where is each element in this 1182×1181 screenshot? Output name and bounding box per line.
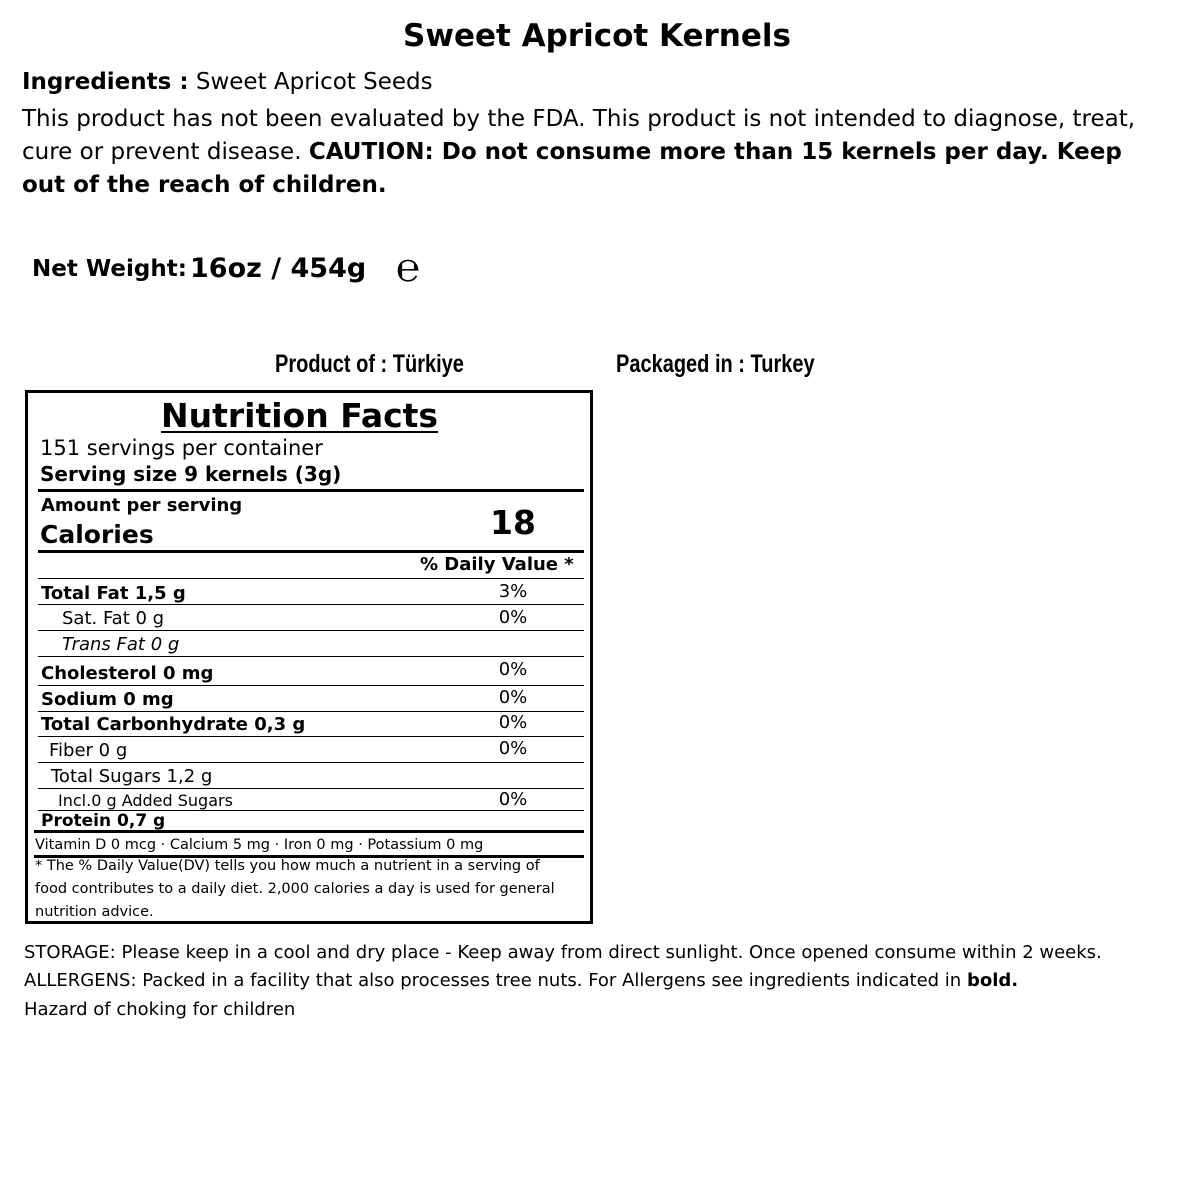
ingredients-line bbox=[22, 69, 433, 95]
servings-per-container: 151 servings per container bbox=[40, 436, 323, 460]
nutrition-facts-title: Nutrition Facts bbox=[161, 396, 439, 435]
nutrient-row-label: Sodium 0 mg bbox=[41, 689, 174, 710]
caution-text: CAUTION: Do not consume more than 15 kernels per day. Keep out of the reach of children. bbox=[22, 139, 1122, 198]
divider bbox=[38, 736, 584, 737]
net-weight-value: 16oz / 454g bbox=[190, 253, 367, 284]
divider bbox=[34, 830, 584, 833]
nutrient-row-label: Fiber 0 g bbox=[49, 740, 128, 761]
divider bbox=[38, 489, 584, 492]
divider bbox=[38, 762, 584, 763]
vitamins-minerals: Vitamin D 0 mcg · Calcium 5 mg · Iron 0 mg · Potassium 0 mg bbox=[35, 837, 484, 853]
daily-value-header: % Daily Value * bbox=[420, 554, 574, 575]
nutrient-row-dv: 0% bbox=[498, 789, 528, 810]
footnote-line: food contributes to a daily diet. 2,000 calories a day is used for general bbox=[35, 881, 555, 897]
allergens-text bbox=[24, 970, 1018, 991]
nutrient-row-label: Total Sugars 1,2 g bbox=[51, 766, 213, 787]
divider bbox=[38, 630, 584, 631]
footnote-line: * The % Daily Value(DV) tells you how much a nutrient in a serving of bbox=[35, 858, 540, 874]
nutrient-row-dv: 0% bbox=[498, 687, 528, 708]
calories-label: Calories bbox=[40, 520, 154, 549]
nutrient-row-dv: 0% bbox=[498, 607, 528, 628]
packaged-in: Packaged in : Turkey bbox=[616, 350, 815, 378]
nutrient-row-label: Total Carbonhydrate 0,3 g bbox=[41, 714, 306, 735]
hazard-text: Hazard of choking for children bbox=[24, 999, 296, 1020]
nutrient-row-dv: 3% bbox=[498, 581, 528, 602]
divider bbox=[38, 685, 584, 686]
allergens-bold: bold. bbox=[966, 970, 1019, 991]
storage-text: STORAGE: Please keep in a cool and dry place - Keep away from direct sunlight. Once opened consume within 2 weeks. bbox=[24, 942, 1102, 963]
nutrient-row-dv: 0% bbox=[498, 738, 528, 759]
nutrient-row-label: Trans Fat 0 g bbox=[62, 634, 180, 655]
nutrient-row-dv: 0% bbox=[498, 659, 528, 680]
disclaimer-text: This product has not been evaluated by the FDA. This product is not intended to diagnose, treat, cure or prevent disease. bbox=[22, 106, 1136, 165]
net-weight-label: Net Weight: bbox=[32, 256, 187, 282]
product-title: Sweet Apricot Kernels bbox=[403, 18, 791, 54]
nutrient-row-dv: 0% bbox=[498, 712, 528, 733]
allergens-body: ALLERGENS: Packed in a facility that also processes tree nuts. For Allergens see ingredients indicated in bbox=[24, 970, 967, 991]
product-of: Product of : Türkiye bbox=[275, 350, 464, 378]
nutrition-facts-panel bbox=[25, 390, 593, 924]
fda-disclaimer bbox=[22, 103, 1162, 202]
footnote-line: nutrition advice. bbox=[35, 904, 154, 920]
nutrient-row-label: Incl.0 g Added Sugars bbox=[58, 791, 233, 810]
estimated-sign-icon: ℮ bbox=[396, 245, 421, 291]
nutrient-row-label: Protein 0,7 g bbox=[41, 811, 166, 831]
nutrient-row-label: Total Fat 1,5 g bbox=[41, 583, 186, 604]
ingredients-value: Sweet Apricot Seeds bbox=[188, 69, 433, 95]
nutrient-row-label: Sat. Fat 0 g bbox=[62, 608, 165, 629]
amount-per-serving: Amount per serving bbox=[41, 495, 243, 516]
calories-value: 18 bbox=[490, 503, 536, 542]
divider bbox=[38, 578, 584, 579]
nutrient-row-label: Cholesterol 0 mg bbox=[41, 663, 214, 684]
divider bbox=[38, 604, 584, 605]
ingredients-label: Ingredients : bbox=[22, 69, 189, 95]
serving-size: Serving size 9 kernels (3g) bbox=[40, 462, 342, 486]
divider bbox=[38, 550, 584, 553]
divider bbox=[38, 656, 584, 657]
